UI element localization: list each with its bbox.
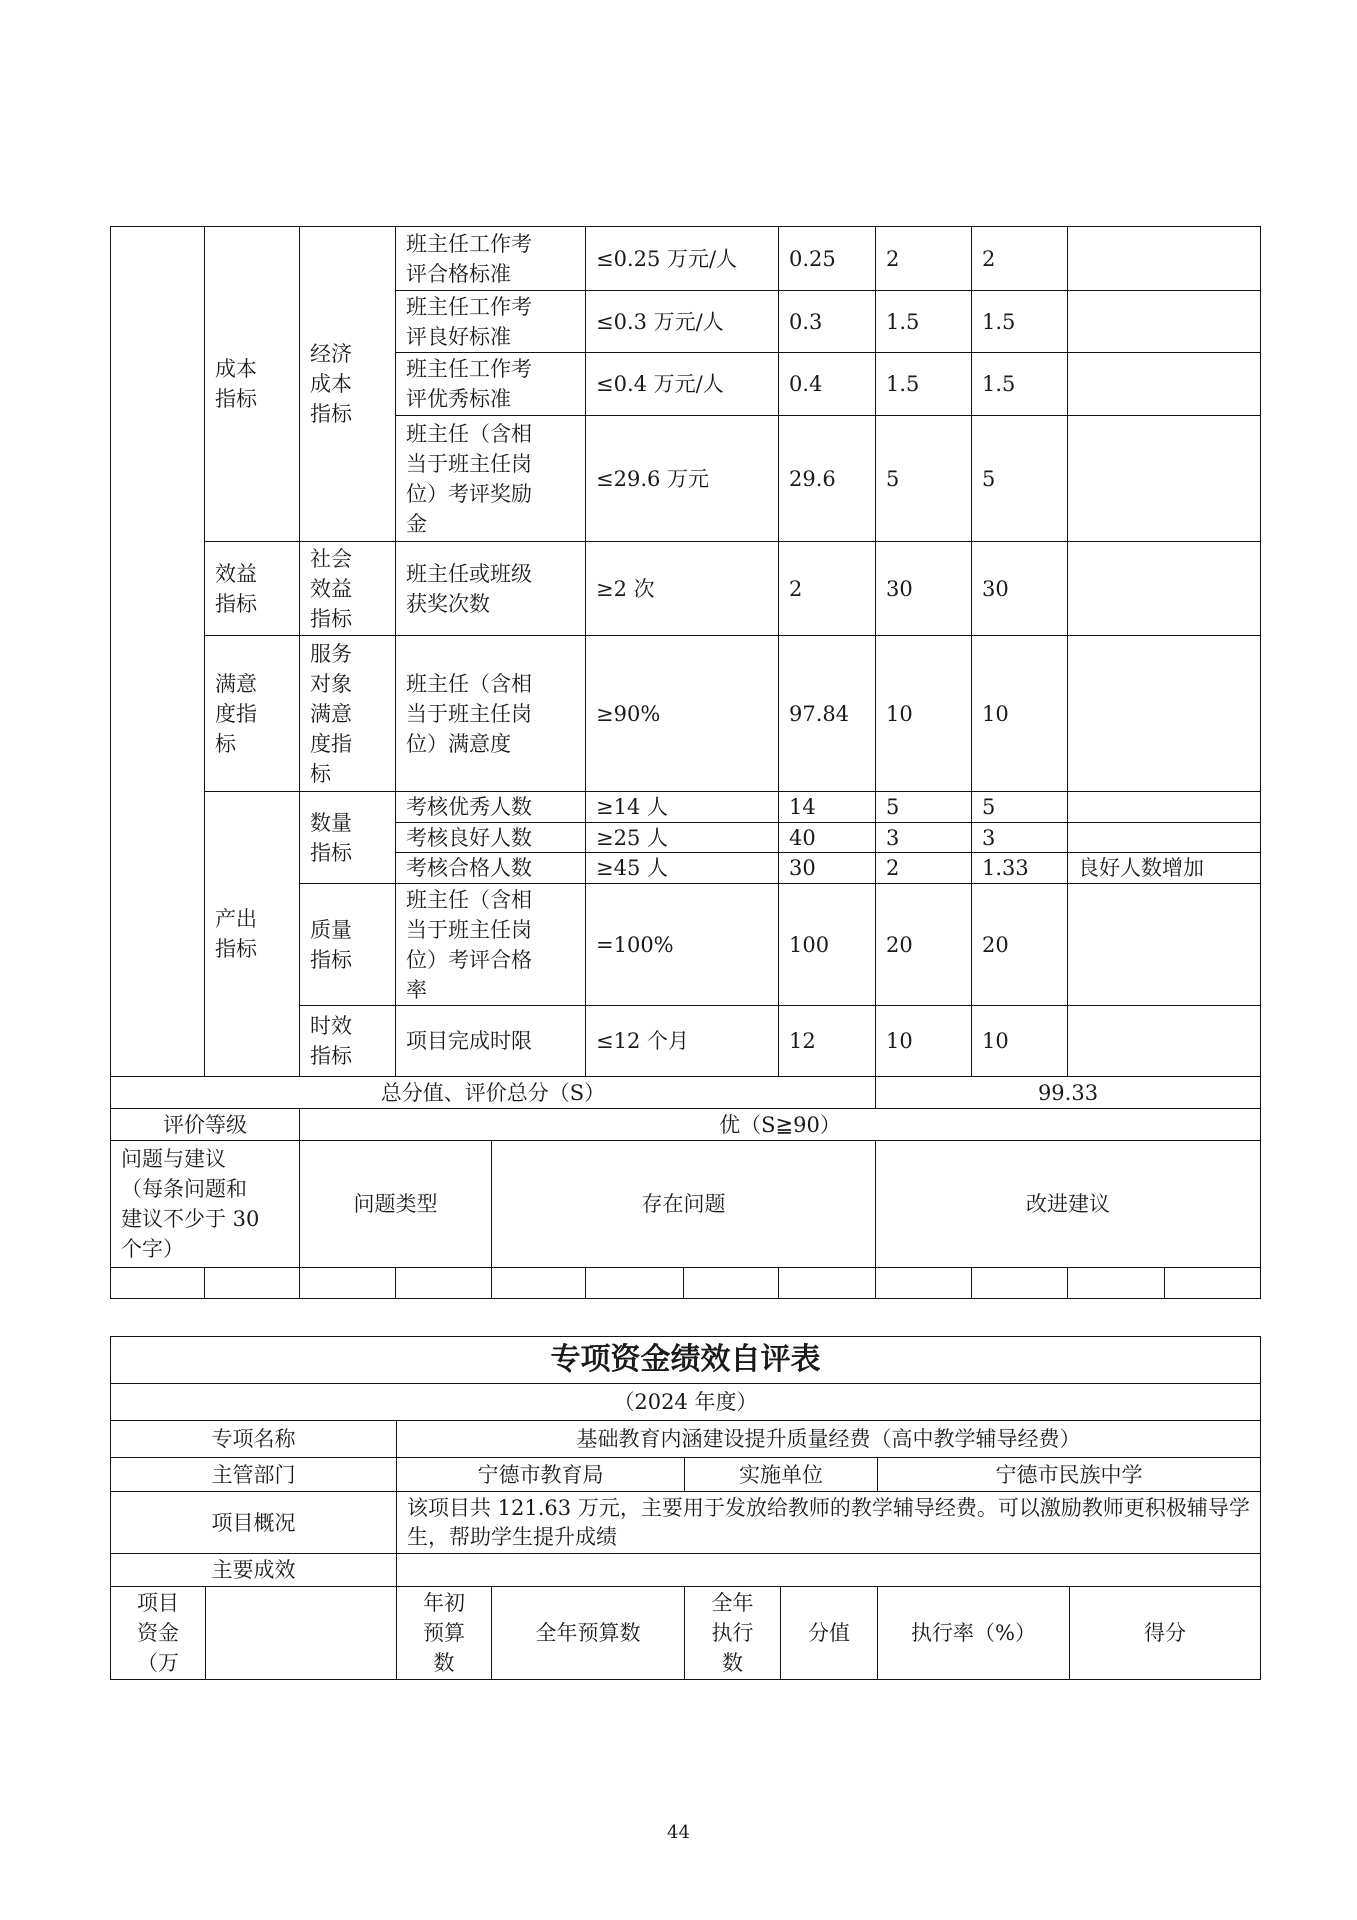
indicator-name: 班主任工作考 评良好标准 — [395, 290, 586, 353]
level3-economic-cost: 经济 成本 指标 — [299, 226, 396, 542]
indicator-target: =100% — [585, 883, 779, 1006]
indicator-note — [1067, 791, 1261, 823]
indicator-score: 3 — [971, 822, 1068, 853]
indicator-score: 10 — [971, 1005, 1068, 1077]
form-title: 专项资金绩效自评表 — [110, 1336, 1261, 1384]
indicator-target: ≤12 个月 — [585, 1005, 779, 1077]
level2-benefit: 效益 指标 — [204, 541, 300, 636]
indicator-actual: 97.84 — [778, 635, 876, 792]
indicator-note — [1067, 635, 1261, 792]
indicator-score: 5 — [971, 791, 1068, 823]
indicator-weight: 20 — [875, 883, 972, 1006]
level3-timeliness: 时效 指标 — [299, 1005, 396, 1077]
indicator-note — [1067, 822, 1261, 853]
indicator-score: 1.5 — [971, 290, 1068, 353]
indicator-target: ≤0.3 万元/人 — [585, 290, 779, 353]
empty-cell — [778, 1267, 876, 1299]
indicator-name: 班主任（含相 当于班主任岗 位）满意度 — [395, 635, 586, 792]
indicator-weight: 3 — [875, 822, 972, 853]
indicator-note — [1067, 883, 1261, 1006]
fund-header: 全年预算数 — [491, 1586, 685, 1680]
indicator-actual: 0.25 — [778, 226, 876, 291]
indicator-weight: 2 — [875, 226, 972, 291]
indicator-name: 班主任工作考 评合格标准 — [395, 226, 586, 291]
results-value — [396, 1553, 1261, 1587]
overview-label: 项目概况 — [110, 1491, 397, 1554]
overview-value: 该项目共 121.63 万元，主要用于发放给教师的教学辅导经费。可以激励教师更积极辅导学生，帮助学生提升成绩 — [396, 1491, 1261, 1554]
fund-header: 得分 — [1069, 1586, 1261, 1680]
page-number: 44 — [667, 1822, 690, 1843]
indicator-target: ≥14 人 — [585, 791, 779, 823]
issue-suggestion-header: 改进建议 — [875, 1140, 1261, 1268]
fund-header: 年初 预算 数 — [396, 1586, 492, 1680]
indicator-name: 班主任工作考 评优秀标准 — [395, 352, 586, 416]
indicator-actual: 12 — [778, 1005, 876, 1077]
fund-label: 项目 资金 （万 — [110, 1586, 206, 1680]
level3-quantity: 数量 指标 — [299, 791, 396, 884]
form-year: （2024 年度） — [110, 1383, 1261, 1421]
grade-label: 评价等级 — [110, 1108, 300, 1141]
empty-cell — [1164, 1267, 1261, 1299]
dept-label: 主管部门 — [110, 1457, 397, 1492]
indicator-actual: 14 — [778, 791, 876, 823]
indicator-name: 考核合格人数 — [395, 852, 586, 884]
indicator-score: 30 — [971, 541, 1068, 636]
indicator-target: ≥90% — [585, 635, 779, 792]
issue-type-header: 问题类型 — [299, 1140, 492, 1268]
empty-cell — [585, 1267, 684, 1299]
level3-social-benefit: 社会 效益 指标 — [299, 541, 396, 636]
indicator-note — [1067, 1005, 1261, 1077]
indicator-note — [1067, 290, 1261, 353]
level3-quality: 质量 指标 — [299, 883, 396, 1006]
fund-header: 全年 执行 数 — [684, 1586, 781, 1680]
indicator-actual: 29.6 — [778, 415, 876, 542]
indicator-score: 5 — [971, 415, 1068, 542]
indicator-weight: 5 — [875, 791, 972, 823]
issues-label: 问题与建议 （每条问题和 建议不少于 30 个字） — [110, 1140, 300, 1268]
indicator-score: 10 — [971, 635, 1068, 792]
total-score-value: 99.33 — [875, 1076, 1261, 1109]
indicator-actual: 0.3 — [778, 290, 876, 353]
indicator-name: 考核优秀人数 — [395, 791, 586, 823]
empty-cell — [875, 1267, 972, 1299]
indicator-actual: 100 — [778, 883, 876, 1006]
indicator-name: 考核良好人数 — [395, 822, 586, 853]
indicator-score: 2 — [971, 226, 1068, 291]
fund-empty — [205, 1586, 397, 1680]
fund-header: 分值 — [780, 1586, 878, 1680]
indicator-score: 20 — [971, 883, 1068, 1006]
indicator-weight: 10 — [875, 1005, 972, 1077]
dept-value: 宁德市教育局 — [396, 1457, 685, 1492]
category-cell — [110, 226, 205, 1077]
level2-output: 产出 指标 — [204, 791, 300, 1077]
project-name: 基础教育内涵建设提升质量经费（高中教学辅导经费） — [396, 1420, 1261, 1458]
indicator-note — [1067, 352, 1261, 416]
indicator-target: ≤29.6 万元 — [585, 415, 779, 542]
empty-cell — [971, 1267, 1068, 1299]
indicator-name: 项目完成时限 — [395, 1005, 586, 1077]
issue-problem-header: 存在问题 — [491, 1140, 876, 1268]
indicator-note — [1067, 226, 1261, 291]
indicator-note — [1067, 415, 1261, 542]
impl-label: 实施单位 — [684, 1457, 878, 1492]
empty-cell — [299, 1267, 396, 1299]
indicator-target: ≥25 人 — [585, 822, 779, 853]
indicator-score: 1.33 — [971, 852, 1068, 884]
empty-cell — [1067, 1267, 1165, 1299]
impl-value: 宁德市民族中学 — [877, 1457, 1261, 1492]
indicator-name: 班主任（含相 当于班主任岗 位）考评合格 率 — [395, 883, 586, 1006]
indicator-target: ≥2 次 — [585, 541, 779, 636]
indicator-actual: 0.4 — [778, 352, 876, 416]
grade-value: 优（S≧90） — [299, 1108, 1261, 1141]
indicator-weight: 1.5 — [875, 290, 972, 353]
indicator-actual: 2 — [778, 541, 876, 636]
indicator-weight: 10 — [875, 635, 972, 792]
indicator-weight: 5 — [875, 415, 972, 542]
indicator-name: 班主任或班级 获奖次数 — [395, 541, 586, 636]
indicator-target: ≤0.25 万元/人 — [585, 226, 779, 291]
project-name-label: 专项名称 — [110, 1420, 397, 1458]
indicator-name: 班主任（含相 当于班主任岗 位）考评奖励 金 — [395, 415, 586, 542]
level3-service-satisfaction: 服务 对象 满意 度指 标 — [299, 635, 396, 792]
indicator-actual: 40 — [778, 822, 876, 853]
fund-header: 执行率（%） — [877, 1586, 1070, 1680]
indicator-weight: 30 — [875, 541, 972, 636]
indicator-weight: 1.5 — [875, 352, 972, 416]
empty-cell — [110, 1267, 205, 1299]
empty-cell — [683, 1267, 779, 1299]
indicator-note — [1067, 541, 1261, 636]
indicator-actual: 30 — [778, 852, 876, 884]
level2-cost: 成本 指标 — [204, 226, 300, 542]
indicator-target: ≥45 人 — [585, 852, 779, 884]
indicator-target: ≤0.4 万元/人 — [585, 352, 779, 416]
empty-cell — [204, 1267, 300, 1299]
level2-satisfaction: 满意 度指 标 — [204, 635, 300, 792]
indicator-weight: 2 — [875, 852, 972, 884]
indicator-score: 1.5 — [971, 352, 1068, 416]
empty-cell — [491, 1267, 586, 1299]
indicator-note: 良好人数增加 — [1067, 852, 1261, 884]
empty-cell — [395, 1267, 492, 1299]
total-score-label: 总分值、评价总分（S） — [110, 1076, 876, 1109]
results-label: 主要成效 — [110, 1553, 397, 1587]
